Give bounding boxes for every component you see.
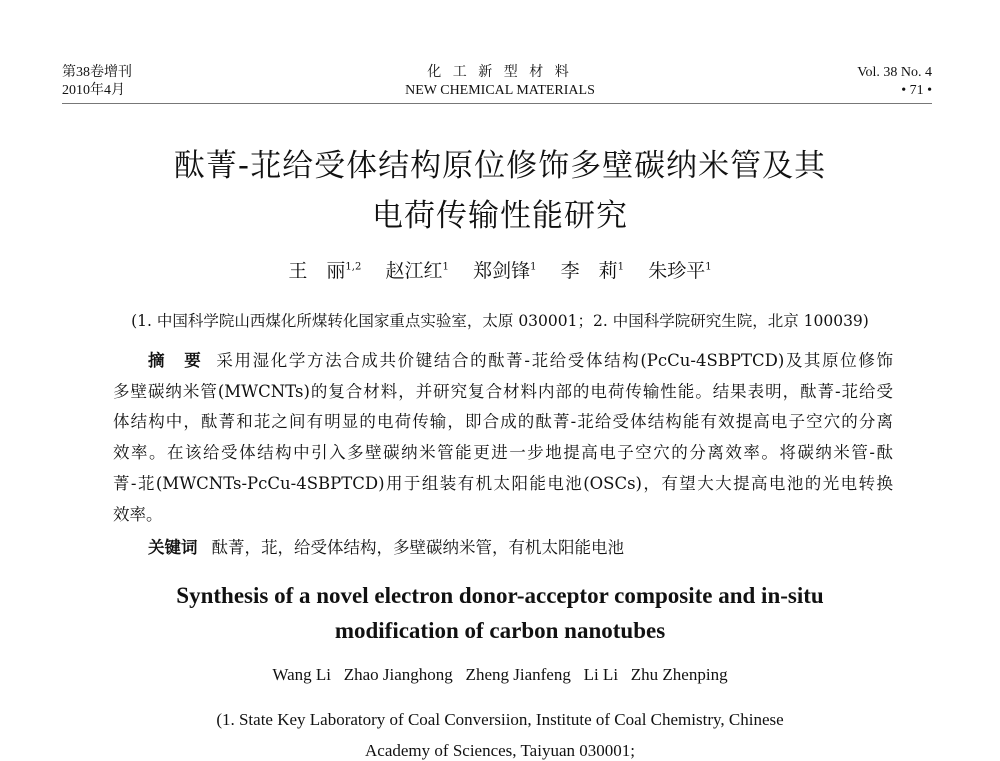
header-rule <box>62 103 932 104</box>
page-number: • 71 • <box>901 83 932 98</box>
abstract-line: 多壁碳纳米管(MWCNTs)的复合材料，并研究复合材料内部的电荷传输性能。结果表明，酞菁-苝给受 <box>113 382 893 401</box>
abstract-line: 摘 要 采用湿化学方法合成共价键结合的酞菁-苝给受体结构(PcCu-4SBPTCD)及其原位修饰 <box>148 351 894 370</box>
author: 王 丽$^{1,2}$ <box>288 260 362 282</box>
author: 赵江红$^1$ <box>385 260 449 282</box>
publication-date: 2010年4月 <box>62 83 125 98</box>
abstract-line: 效率。 <box>113 505 163 524</box>
keywords <box>148 534 624 558</box>
abstract-line: 效率。在该给受体结构中引入多壁碳纳米管能更进一步地提高电子空穴的分离效率。将碳纳米管-酞 <box>113 443 893 462</box>
author: 朱珍平$^1$ <box>648 260 712 282</box>
affiliation-en-line-1: (1. State Key Laboratory of Coal Conversiion, Institute of Coal Chemistry, Chinese <box>216 710 784 729</box>
keywords-label: 关键词 <box>148 538 198 557</box>
title-en-line-1: Synthesis of a novel electron donor-acceptor composite and in-situ <box>176 583 824 608</box>
abstract-line: 体结构中，酞菁和苝之间有明显的电荷传输，即合成的酞菁-苝给受体结构能有效提高电子空穴的分离 <box>113 412 893 431</box>
vol-no: Vol. 38 No. 4 <box>857 65 932 80</box>
affiliation-cn: (1. 中国科学院山西煤化所煤转化国家重点实验室，太原 030001；2. 中国科学院研究生院，北京 100039) <box>131 312 869 330</box>
abstract-label: 摘 要 <box>148 351 203 370</box>
journal-name <box>0 64 1000 100</box>
author: 李 莉$^1$ <box>560 260 625 282</box>
abstract-line: 菁-苝(MWCNTs-PcCu-4SBPTCD)用于组装有机太阳能电池(OSCs)，有望大大提高电池的光电转换 <box>113 474 893 493</box>
authors-cn <box>0 256 1000 283</box>
volume-issue: 第38卷增刊 <box>62 65 132 80</box>
affiliation-en-line-2: Academy of Sciences, Taiyuan 030001; <box>365 741 635 760</box>
keywords-text: 酞菁，苝，给受体结构，多壁碳纳米管，有机太阳能电池 <box>211 538 624 557</box>
author: 郑剑锋$^1$ <box>473 260 537 282</box>
title-cn-line-1: 酞菁-苝给受体结构原位修饰多壁碳纳米管及其 <box>173 148 827 184</box>
journal-issue <box>857 64 932 100</box>
title-cn-line-2: 电荷传输性能研究 <box>372 198 628 234</box>
authors-en: Wang Li Zhao Jianghong Zheng Jianfeng Li Li Zhu Zhenping <box>272 665 728 684</box>
title-en-line-2: modification of carbon nanotubes <box>334 618 666 643</box>
journal-name-cn: 化 工 新 型 材 料 <box>427 65 573 80</box>
journal-name-en: NEW CHEMICAL MATERIALS <box>405 83 595 98</box>
